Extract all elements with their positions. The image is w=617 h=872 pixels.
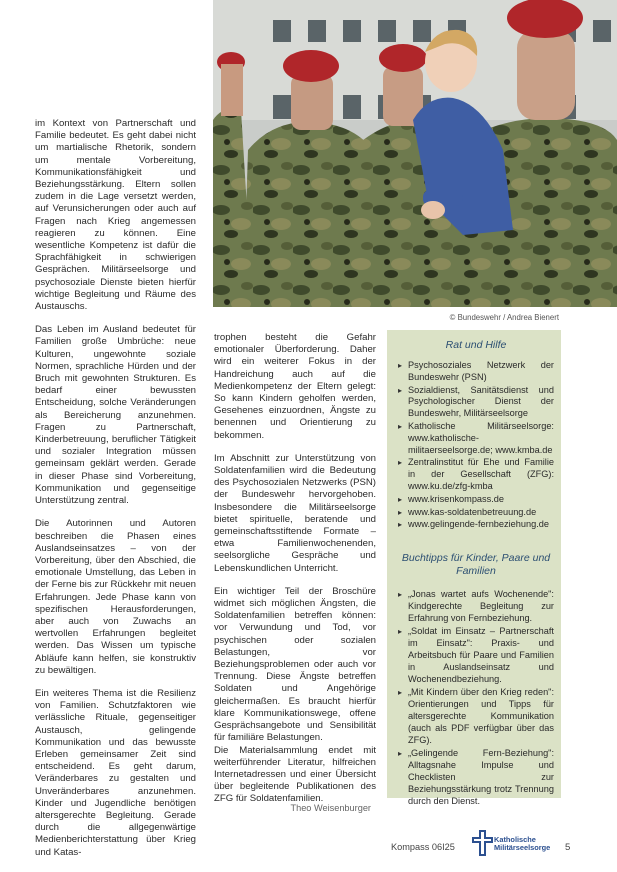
article-paragraph: Ein weiteres Thema ist die Resilienz von Familien. Schutzfaktoren wie verlässliche Rituale, gegenseitiger Austausch, gelingende Kommunikation und das bewusste Erleben gemeinsamer Zeit sind entscheidend. Es geht darum, Veränderbares zu gestalten und Unveränderbares anzunehmen. Kinder und Jugendliche benötigen altersgerechte Begleitung. Gerade durch die allgegenwärtige Medienberichterstattung über Krieg und Katas- [35,687,196,858]
help-list-item: ▸ Zentralinstitut für Ehe und Familie in der Gesellschaft (ZFG): www.ku.de/zfg-kmba [398,457,554,492]
article-paragraph: Die Materialsammlung endet mit weiterführender Literatur, hilfreichen Internetadressen und einer Übersicht über begleitende Publikationen des ZFG für Soldatenfamilien. [214,744,376,805]
magazine-issue: Kompass 06I25 [391,842,455,852]
logo-text [494,836,550,852]
book-tip-item: ▸ „Jonas wartet aufs Wochenende": Kindgerechte Begleitung zur Erfahrung von Fernbeziehung. [398,589,554,624]
info-sidebar [387,330,561,806]
logo-line-2: Militärseelsorge [494,843,551,852]
photo-illustration [213,0,617,307]
logo-line-1: Katholische [494,835,536,844]
help-heading: Rat und Hilfe [445,339,507,351]
book-tip-item: ▸ „Soldat im Einsatz – Partnerschaft im Einsatz": Praxis- und Arbeitsbuch für Paare und Familien in Auslandseinsatz und Wochenendbeziehung. [398,626,554,685]
article-paragraph: im Kontext von Partnerschaft und Familie bedeutet. Es geht dabei nicht um martialische Rhetorik, sondern um mentale Vorbereitung, Kommunikationsfähigkeit und Beziehungsstärkung. Eltern sollen zudem in die Lage versetzt werden, auf Verunsicherungen oder auch auf Fragen nach Krieg angemessen reagieren zu können. Eine wesentliche Kompetenz ist dafür die Sprachfähigkeit in schwierigen Gesprächen. Militärseelsorge und psychosoziale Dienste bieten hierfür wichtige Begleitung und Räume des Austauschs. [35,118,196,313]
article-column-2 [214,332,376,817]
author-signature: Theo Weisenburger [290,803,371,813]
book-tip-item: ▸ „Gelingende Fern-Beziehung": Alltagsnahe Impulse und Checklisten zur Beziehungsstärkung trotz Trennung durch den Dienst. [398,748,554,807]
book-tips-list [398,589,554,807]
page-number: 5 [565,842,571,853]
help-list-item: ▸ www.krisenkompass.de [398,494,554,506]
photo-credit: © Bundeswehr / Andrea Bienert [449,313,559,322]
article-paragraph: Im Abschnitt zur Unterstützung von Soldatenfamilien wird die Bedeutung des Psychosozialen Netzwerks (PSN) der Bundeswehr hervorgehoben. Insbesondere die Militärseelsorge bietet spirituelle, beratende und gemeinschaftsstiftende Formate – etwa Familienwochenenden, seelsorgliche Gespräche und Lebenskundlichen Unterricht. [214,452,376,574]
help-list-item: ▸ Sozialdienst, Sanitätsdienst und Psychologischer Dienst der Bundeswehr, Militärseelsorge [398,385,554,420]
book-tips-heading: Buchtipps für Kinder, Paare und Familien [401,552,551,577]
book-tip-item: ▸ „Mit Kindern über den Krieg reden": Orientierungen und Tipps für altersgerechte Kommunikation (auch als PDF verfügbar über das ZFG). [398,687,554,746]
book-tips-section [398,552,554,809]
article-column-1 [35,118,196,870]
article-paragraph: Ein wichtiger Teil der Broschüre widmet sich möglichen Ängsten, die Soldatenfamilien betreffen können: vor Verwundung und Tod, vor psychischen oder sozialen Belastungen, vor Beziehungsproblemen oder auch vor Trennung. Diese Ängste betreffen Soldaten und Angehörige gleichermaßen. Es braucht hierfür klare Kommunikationswege, offene Gesprächsangebote und Sensibilität für familiäre Belastungen. [214,585,376,744]
help-list-item: ▸ www.gelingende-fernbeziehung.de [398,519,554,531]
help-section [398,339,554,532]
article-paragraph: Die Autorinnen und Autoren beschreiben die Phasen eines Auslandseinsatzes – von der Vorbereitung, über den Abschied, die emotionale Umstellung, das Leben in der Ferne bis zur Rückkehr mit neuen Erfahrungen. Jede Phase kann von spezifischen Herausforderungen, aber auch von Zuwachs an wertvollen Erfahrungen begleitet werden. Das Wissen um typische Abläufe kann helfen, sie konstruktiv zu bewältigen. [35,518,196,676]
help-list-item: ▸ www.kas-soldatenbetreuung.de [398,507,554,519]
article-paragraph: Das Leben im Ausland bedeutet für Familien große Umbrüche: neue Kulturen, ungewohnte soziale Normen, sprachliche Hürden und der Bruch mit gewohnten Strukturen. Es bedarf einer bewussten Entscheidung, solche Veränderungen als Bereicherung anzunehmen. Fragen zu Partnerschaft, Kinderbetreuung, beruflicher Tätigkeit und sozialer Integration müssen gemeinsam geklärt werden. Gerade in dieser Phase sind Vorbereitung, Kommunikation und gegenseitige Unterstützung zentral. [35,324,196,507]
article-paragraph: trophen besteht die Gefahr emotionaler Überforderung. Daher wird ein weiterer Fokus in der Handreichung auch auf die Medienkompetenz der Eltern gelegt: So kann Kindern geholfen werden, Gesehenes einzuordnen, Ängste zu benennen und Orientierung zu bekommen. [214,332,376,441]
help-list-item: ▸ Psychosoziales Netzwerk der Bundeswehr (PSN) [398,360,554,384]
help-list-item: ▸ Katholische Militärseelsorge: www.katholische-militaerseelsorge.de; www.kmba.de [398,421,554,456]
soldiers-with-child-photo [213,0,617,307]
help-list [398,360,554,531]
